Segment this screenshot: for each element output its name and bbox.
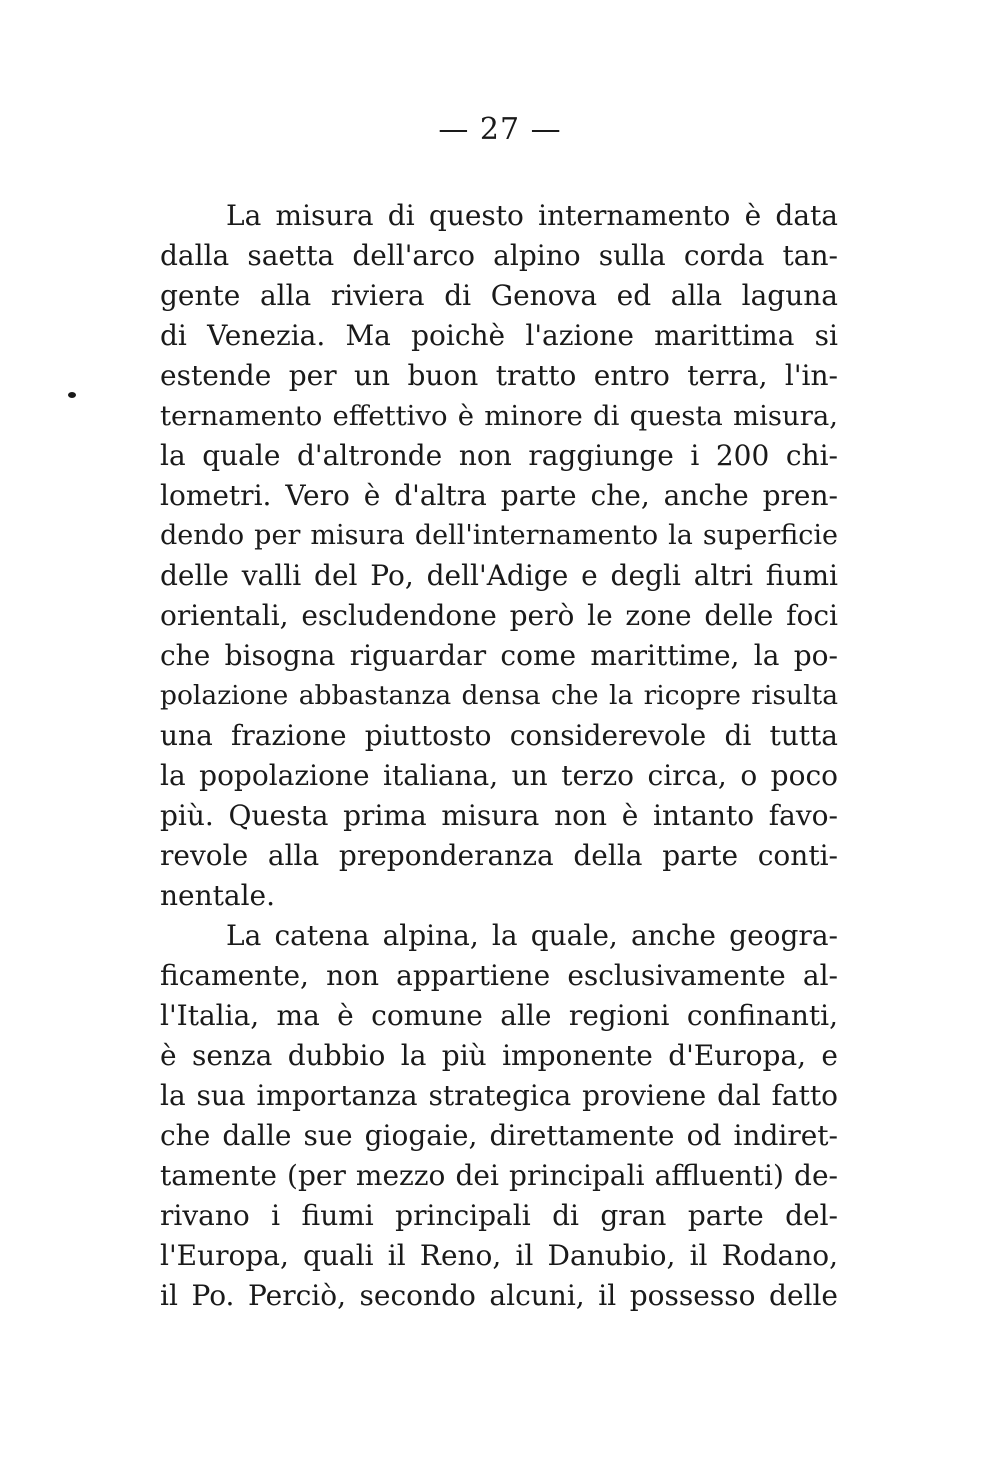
page-number: — 27 — [438,112,562,147]
text-line: di Venezia. Ma poichè l'azione marittima si [160,319,838,352]
text-line: che dalle sue giogaie, direttamente od indiret- [160,1119,838,1152]
text-line: una frazione piuttosto considerevole di tutta [160,719,838,752]
text-line: gente alla riviera di Genova ed alla laguna [160,279,838,312]
ink-mark [68,392,76,398]
text-line: estende per un buon tratto entro terra, l'in- [160,359,838,392]
text-line: rivano i fiumi principali di gran parte del- [160,1199,838,1232]
paragraph [160,196,838,916]
paragraph [160,916,838,1316]
text-line: l'Italia, ma è comune alle regioni confinanti, [160,999,838,1032]
text-line: dendo per misura dell'internamento la superficie [160,520,838,551]
text-line: il Po. Perciò, secondo alcuni, il possesso delle [160,1279,838,1312]
text-line: delle valli del Po, dell'Adige e degli altri fiumi [160,559,838,592]
text-line: la popolazione italiana, un terzo circa, o poco [160,759,838,792]
text-line: tamente (per mezzo dei principali affluenti) de- [160,1159,838,1192]
text-line: revole alla preponderanza della parte conti- [160,839,838,872]
text-line: La misura di questo internamento è data [226,199,838,232]
text-line: polazione abbastanza densa che la ricopre risulta [160,680,838,711]
text-line: l'Europa, quali il Reno, il Danubio, il Rodano, [160,1239,838,1272]
text-line: orientali, escludendone però le zone delle foci [160,599,838,632]
text-line: che bisogna riguardar come marittime, la po- [160,639,838,672]
text-line: è senza dubbio la più imponente d'Europa, e [160,1039,838,1072]
text-line: nentale. [160,879,276,912]
text-line: la sua importanza strategica proviene dal fatto [160,1079,838,1112]
body-text [160,196,838,1316]
text-line: più. Questa prima misura non è intanto favo- [160,799,838,832]
text-line: dalla saetta dell'arco alpino sulla corda tan- [160,239,838,272]
text-line: La catena alpina, la quale, anche geogra- [226,919,838,952]
text-line: lometri. Vero è d'altra parte che, anche pren- [160,479,838,512]
text-line: ternamento effettivo è minore di questa misura, [160,400,838,432]
text-line: la quale d'altronde non raggiunge i 200 chi- [160,439,838,472]
text-line: ficamente, non appartiene esclusivamente al- [160,959,838,992]
